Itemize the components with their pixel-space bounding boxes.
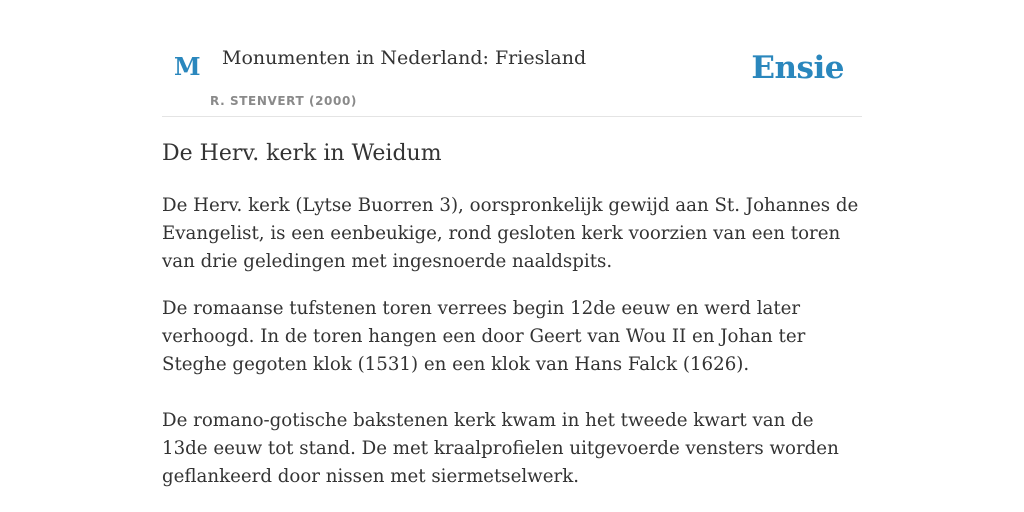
header (162, 0, 862, 117)
article-title: De Herv. kerk in Weidum (162, 141, 442, 166)
article-paragraph: De romano-gotische bakstenen kerk kwam in het tweede kwart van de 13de eeuw tot stand. De met kraalprofielen uitgevoerde vensters worden geflankeerd door nissen met siermetselwerk. (162, 410, 839, 487)
book-author: R. STENVERT (2000) (210, 94, 357, 108)
article-paragraph: De Herv. kerk (Lytse Buorren 3), oorspronkelijk gewijd aan St. Johannes de Evangelist, is een eenbeukige, rond gesloten kerk voorzien van een toren van drie geledingen met ingesnoerde naaldspits. (162, 195, 859, 272)
page (162, 0, 862, 487)
book-title[interactable]: Monumenten in Nederland: Friesland (222, 47, 587, 69)
ensie-logo-link[interactable]: Ensie (751, 50, 844, 86)
book-logo[interactable]: M (174, 52, 201, 81)
article-paragraph: De romaanse tufstenen toren verrees begin 12de eeuw en werd later verhoogd. In de toren hangen een door Geert van Wou II en Johan ter Steghe gegoten klok (1531) en een klok van Hans Falck (1626). (162, 298, 806, 375)
